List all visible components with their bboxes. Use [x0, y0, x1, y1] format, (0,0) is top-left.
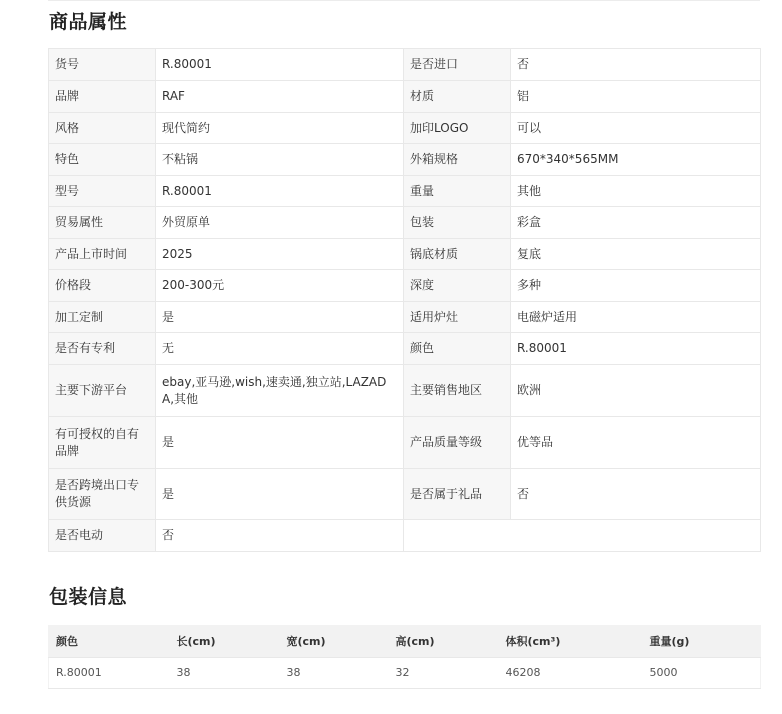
attribute-value: 复底 — [511, 239, 761, 270]
attribute-value: 否 — [511, 49, 761, 81]
attribute-value: 外贸原单 — [156, 207, 404, 239]
attribute-value: R.80001 — [156, 49, 404, 81]
attribute-value: 否 — [511, 469, 761, 520]
attribute-row — [49, 270, 761, 302]
attribute-value: R.80001 — [156, 176, 404, 207]
attribute-value: 不粘锅 — [156, 144, 404, 176]
packaging-header-cell: 重量(g) — [643, 625, 761, 657]
packaging-cell: 32 — [389, 657, 499, 688]
attribute-value: 是 — [156, 469, 404, 520]
attribute-label: 特色 — [49, 144, 156, 176]
attribute-label: 外箱规格 — [404, 144, 511, 176]
attribute-label: 是否跨境出口专供货源 — [49, 469, 156, 520]
attribute-label: 加工定制 — [49, 302, 156, 333]
attribute-value — [511, 520, 761, 552]
packaging-header-cell: 高(cm) — [389, 625, 499, 657]
attribute-label: 材质 — [404, 81, 511, 113]
attribute-value: 是 — [156, 302, 404, 333]
attribute-row — [49, 176, 761, 207]
attribute-label: 重量 — [404, 176, 511, 207]
attribute-label — [404, 520, 511, 552]
attribute-label: 有可授权的自有品牌 — [49, 417, 156, 469]
attribute-label: 货号 — [49, 49, 156, 81]
attribute-label: 主要销售地区 — [404, 365, 511, 417]
attribute-row — [49, 144, 761, 176]
packaging-cell: 46208 — [499, 657, 643, 688]
attribute-value: 现代简约 — [156, 113, 404, 144]
packaging-info-table — [48, 625, 761, 689]
product-attributes-title: 商品属性 — [49, 11, 128, 33]
attribute-value: 电磁炉适用 — [511, 302, 761, 333]
attribute-value: ebay,亚马逊,wish,速卖通,独立站,LAZADA,其他 — [156, 365, 404, 417]
attribute-value: 多种 — [511, 270, 761, 302]
attribute-row — [49, 81, 761, 113]
attribute-label: 颜色 — [404, 333, 511, 365]
packaging-info-title: 包装信息 — [49, 586, 128, 608]
attribute-value: 2025 — [156, 239, 404, 270]
packaging-header-cell: 长(cm) — [170, 625, 280, 657]
attribute-value: RAF — [156, 81, 404, 113]
attribute-value: 优等品 — [511, 417, 761, 469]
attribute-row — [49, 49, 761, 81]
attribute-value: R.80001 — [511, 333, 761, 365]
attribute-value: 其他 — [511, 176, 761, 207]
top-divider — [48, 0, 760, 1]
attribute-row — [49, 520, 761, 552]
attribute-label: 是否有专利 — [49, 333, 156, 365]
packaging-header-cell: 宽(cm) — [280, 625, 389, 657]
packaging-cell: 38 — [280, 657, 389, 688]
attribute-label: 品牌 — [49, 81, 156, 113]
attribute-label: 贸易属性 — [49, 207, 156, 239]
attribute-value: 否 — [156, 520, 404, 552]
attribute-label: 风格 — [49, 113, 156, 144]
attribute-row — [49, 333, 761, 365]
attribute-row — [49, 207, 761, 239]
attribute-value: 欧洲 — [511, 365, 761, 417]
attribute-label: 是否属于礼品 — [404, 469, 511, 520]
attribute-row — [49, 417, 761, 469]
attribute-value: 铝 — [511, 81, 761, 113]
attribute-label: 产品质量等级 — [404, 417, 511, 469]
attribute-row — [49, 469, 761, 520]
attribute-row — [49, 239, 761, 270]
attribute-label: 主要下游平台 — [49, 365, 156, 417]
attribute-value: 是 — [156, 417, 404, 469]
attribute-label: 是否进口 — [404, 49, 511, 81]
packaging-cell: R.80001 — [49, 657, 170, 688]
attribute-value: 670*340*565MM — [511, 144, 761, 176]
attribute-label: 深度 — [404, 270, 511, 302]
attribute-label: 包装 — [404, 207, 511, 239]
attribute-value: 无 — [156, 333, 404, 365]
attribute-label: 加印LOGO — [404, 113, 511, 144]
attribute-row — [49, 113, 761, 144]
packaging-row — [49, 657, 761, 688]
packaging-header-row — [49, 625, 761, 657]
attribute-label: 锅底材质 — [404, 239, 511, 270]
attribute-value: 200-300元 — [156, 270, 404, 302]
packaging-cell: 5000 — [643, 657, 761, 688]
attribute-label: 是否电动 — [49, 520, 156, 552]
attribute-value: 彩盒 — [511, 207, 761, 239]
product-attributes-table — [48, 48, 761, 552]
attribute-value: 可以 — [511, 113, 761, 144]
attribute-label: 适用炉灶 — [404, 302, 511, 333]
attribute-row — [49, 365, 761, 417]
packaging-cell: 38 — [170, 657, 280, 688]
attribute-label: 型号 — [49, 176, 156, 207]
attribute-label: 产品上市时间 — [49, 239, 156, 270]
packaging-header-cell: 颜色 — [49, 625, 170, 657]
attribute-row — [49, 302, 761, 333]
attribute-label: 价格段 — [49, 270, 156, 302]
packaging-header-cell: 体积(cm³) — [499, 625, 643, 657]
